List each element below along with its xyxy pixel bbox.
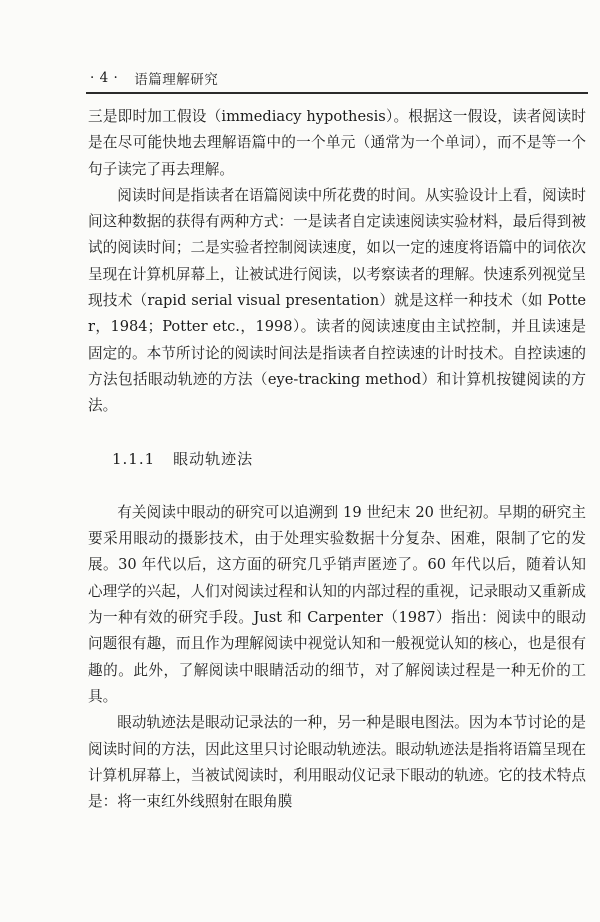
paragraph: 三是即时加工假设（immediacy hypothesis）。根据这一假设，读者阅读时是在尽可能快地去理解语篇中的一个单元（通常为一个单词），而不是等一个句子读完了再去理解。 xyxy=(88,108,586,178)
running-header xyxy=(90,64,585,92)
section-title: 眼动轨迹法 xyxy=(173,449,254,468)
header-rule xyxy=(86,92,588,94)
body-text xyxy=(88,104,586,815)
paragraph: 阅读时间是指读者在语篇阅读中所花费的时间。从实验设计上看，阅读时间这种数据的获得有两种方式：一是读者自定读速阅读实验材料，最后得到被试的阅读时间；二是实验者控制阅读速度，如以一定的速度将语篇中的词依次呈现在计算机屏幕上，让被试进行阅读，以考察读者的理解。快速系列视觉呈现技术（rapid serial visual presentation）就是这样一种技术（如 Potter，1984；Potter etc.，1998）。读者的阅读速度由主试控制，并且读速是固定的。本节所讨论的阅读时间法是指读者自控读速的计时技术。自控读速的方法包括眼动轨迹的方法（eye-tracking method）和计算机按键阅读的方法。 xyxy=(88,186,586,415)
page-number: · 4 · xyxy=(90,70,119,86)
paragraph: 眼动轨迹法是眼动记录法的一种，另一种是眼电图法。因为本节讨论的是阅读时间的方法，因此这里只讨论眼动轨迹法。眼动轨迹法是指将语篇呈现在计算机屏幕上，当被试阅读时，利用眼动仪记录下眼动的轨迹。它的技术特点是：将一束红外线照射在眼角膜 xyxy=(88,714,586,811)
section-heading xyxy=(112,446,586,472)
running-title: 语篇理解研究 xyxy=(134,72,219,88)
section-number: 1.1.1 xyxy=(112,449,156,468)
paragraph: 有关阅读中眼动的研究可以追溯到 19 世纪末 20 世纪初。早期的研究主要采用眼动的摄影技术，由于处理实验数据十分复杂、困难，限制了它的发展。30 年代以后，这方面的研究几乎销声匿迹了。60 年代以后，随着认知心理学的兴起，人们对阅读过程和认知的内部过程的重视，记录眼动又重新成为一种有效的研究手段。Just 和 Carpenter（1987）指出：阅读中的眼动问题很有趣，而且作为理解阅读中视觉认知和一般视觉认知的核心，也是很有趣的。此外，了解阅读中眼睛活动的细节，对了解阅读过程是一种无价的工具。 xyxy=(88,503,586,705)
